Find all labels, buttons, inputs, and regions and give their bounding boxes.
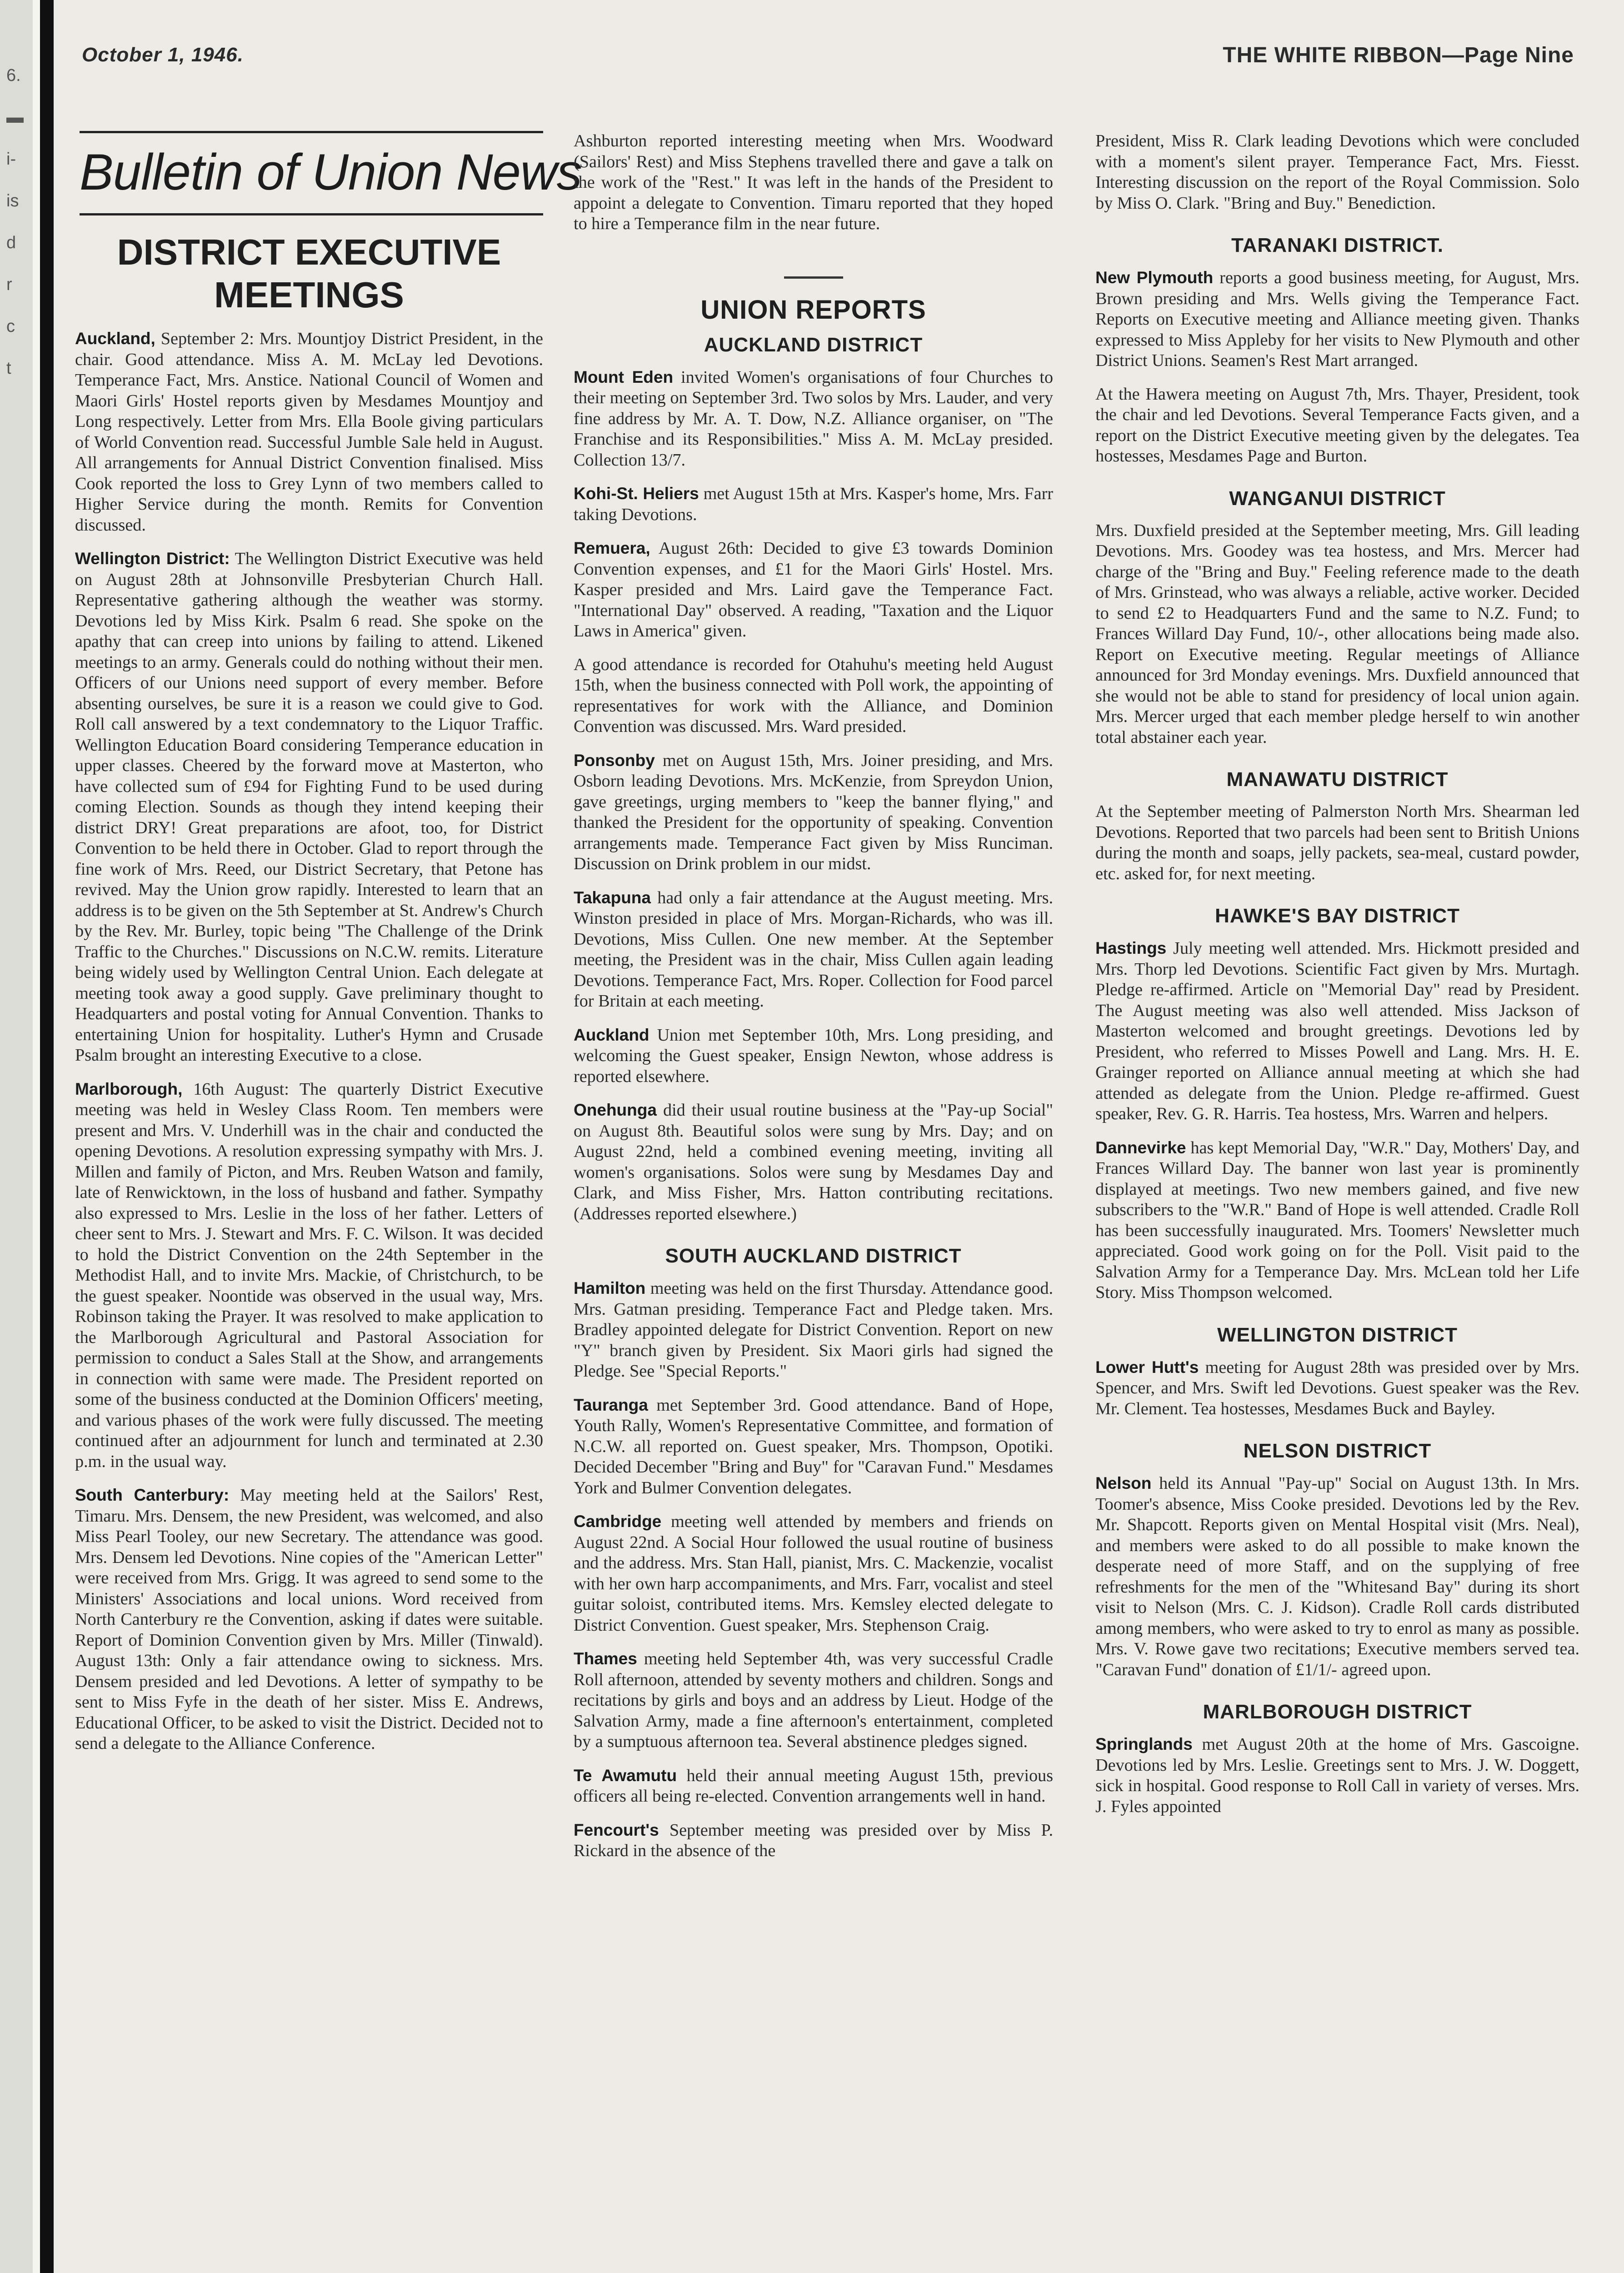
report-paragraph xyxy=(1095,938,1579,1125)
report-text: May meeting held at the Sailors' Rest, Timaru. Mrs. Densem, the new President, was welcomed, and also Miss Pearl Tooley, our new Secretary. The attendance was good. Mrs. Densem led Devotions. Nine copies of the "American Letter" were received from Mrs. Grigg. It was agreed to send some to the Ministers' Associations and local unions. Word received from North Canterbury re the Convention, asking if dates were suitable. Report of Dominion Convention given by Mrs. Miller (Tinwald). August 13th: Only a fair attendance owing to sickness. Mrs. Densem presided and led Devotions. A letter of sympathy to be sent to Miss Fyfe in the death of her sister. Miss E. Andrews, Educational Officer, to be asked to visit the District. Decided not to send a delegate to the Alliance Conference. xyxy=(75,1486,544,1753)
report-text: Mrs. Duxfield presided at the September meeting, Mrs. Gill leading Devotions. Mrs. Goodey was tea hostess, and Mrs. Mercer had charge of the "Bring and Buy." Feeling reference made to the death of Mrs. Grinstead, who was always a reliable, active worker. Decided to send £2 to Headquarters Fund and the same to N.Z. Fund; to Frances Willard Day Fund, 10/-, other allocations being made also. Report on Executive meeting. Regular meetings of Alliance announced for 3rd Monday evenings. Mrs. Duxfield announced that she would not be able to stand for presidency of local union again. Mrs. Mercer urged that each member pledge herself to win another total abstainer each year. xyxy=(1095,521,1579,747)
masthead-page-number: THE WHITE RIBBON—Page Nine xyxy=(1223,43,1574,67)
report-text: reports a good business meeting, for August, Mrs. Brown presiding and Mrs. Wells giving the Temperance Fact. Reports on Executive meeting and Alliance meeting given. Thanks expressed to Miss Appleby for her visits to New Plymouth and other District Unions. Seamen's Rest Mart arranged. xyxy=(1095,268,1579,370)
report-lead-name: Mount Eden xyxy=(574,367,674,386)
report-paragraph xyxy=(574,887,1053,1012)
report-paragraph xyxy=(574,1395,1053,1499)
district-heading: MARLBOROUGH DISTRICT xyxy=(1203,1701,1472,1723)
report-paragraph xyxy=(574,1820,1053,1862)
report-paragraph xyxy=(1095,1734,1579,1817)
report-lead-name: Wellington District: xyxy=(75,549,230,568)
report-paragraph xyxy=(574,538,1053,642)
report-paragraph xyxy=(75,1079,543,1472)
report-paragraph xyxy=(574,750,1053,875)
report-paragraph xyxy=(574,1025,1053,1087)
report-paragraph xyxy=(574,1765,1053,1807)
report-lead-name: Lower Hutt's xyxy=(1095,1357,1199,1377)
report-lead-name: Hastings xyxy=(1095,939,1167,957)
report-lead-name: Takapuna xyxy=(574,888,651,907)
report-lead-name: Te Awamutu xyxy=(574,1766,677,1785)
report-text: meeting was held on the first Thursday. Attendance good. Mrs. Gatman presiding. Temperance Fact and Pledge taken. Mrs. Bradley appointed delegate for District Convention. Report on new "Y" branch given by President. Six Maori girls had signed the Pledge. See "Special Reports." xyxy=(574,1279,1053,1381)
report-paragraph xyxy=(574,1648,1053,1752)
report-text: met August 20th at the home of Mrs. Gascoigne. Devotions led by Mrs. Leslie. Greetings sent to Mrs. J. W. Doggett, sick in hospital. Good response to Roll Call in variety of verses. Mrs. J. Fyles appointed xyxy=(1095,1735,1579,1816)
issue-date: October 1, 1946. xyxy=(82,44,244,66)
report-text: did their usual routine business at the "Pay-up Social" on August 8th. Beautiful solos were sung by Mrs. Day; and on August 22nd, held a combined evening meeting, inviting all women's organisations. Solos were sung by Mesdames Day and Clark, and Miss Fisher, Mrs. Hatton contributing recitations. (Addresses reported elsewhere.) xyxy=(574,1101,1053,1223)
south-auckland-district-heading: SOUTH AUCKLAND DISTRICT xyxy=(665,1245,962,1267)
column-2-intro xyxy=(574,131,1053,235)
district-executive-heading: DISTRICT EXECUTIVE MEETINGS xyxy=(117,232,501,315)
report-text: A good attendance is recorded for Otahuhu's meeting held August 15th, when the business connected with Poll work, the appointing of representatives for work with the Alliance, and Dominion Convention was discussed. Mrs. Ward presided. xyxy=(574,655,1053,736)
report-paragraph xyxy=(75,1485,543,1754)
binding-mark: i- xyxy=(6,150,16,169)
bulletin-title-box xyxy=(80,131,582,215)
report-text: August 26th: Decided to give £3 towards Dominion Convention expenses, and £1 for the Maori Girls' Hostel. Mrs. Kasper presided and Mrs. Laird gave the Temperance Fact. "International Day" observed. A reading, "Taxation and the Liquor Laws in America" given. xyxy=(574,539,1053,641)
binding-mark: ▬ xyxy=(6,108,24,127)
binding-mark: 6. xyxy=(6,66,21,85)
report-lead-name: Springlands xyxy=(1095,1735,1193,1753)
report-paragraph xyxy=(1095,131,1579,214)
report-paragraph xyxy=(1095,384,1579,467)
report-lead-name: Onehunga xyxy=(574,1101,657,1119)
report-lead-name: Ponsonby xyxy=(574,751,655,770)
report-paragraph xyxy=(574,1100,1053,1224)
report-lead-name: Thames xyxy=(574,1649,637,1668)
report-lead-name: Tauranga xyxy=(574,1395,648,1414)
report-lead-name: Dannevirke xyxy=(1095,1138,1186,1157)
report-paragraph xyxy=(574,367,1053,471)
report-text: Union met September 10th, Mrs. Long presiding, and welcoming the Guest speaker, Ensign Newton, whose address is reported elsewhere. xyxy=(574,1025,1053,1086)
report-text: September meeting was presided over by Miss P. Rickard in the absence of the xyxy=(574,1820,1053,1860)
report-paragraph xyxy=(1095,1357,1579,1420)
report-text: meeting well attended by members and friends on August 22nd. A Social Hour followed the usual routine of business and the address. Mrs. Stan Hall, pianist, Mrs. C. Mackenzie, vocalist with her own harp accompaniments, and Mrs. Farr, vocalist and steel guitar soloist, contributed items. Mrs. Kemsley elected delegate to District Convention. Guest speaker, Mrs. Stephenson Craig. xyxy=(574,1512,1053,1635)
report-paragraph xyxy=(574,1511,1053,1636)
report-text: held their annual meeting August 15th, previous officers all being re-elected. Convention arrangements well in hand. xyxy=(574,1766,1054,1806)
report-text: invited Women's organisations of four Churches to their meeting on September 3rd. Two solos by Mrs. Lauder, and very fine address by Mr. A. T. Dow, N.Z. Alliance organiser, on "The Franchise and its Responsibilities." Miss A. M. McLay presided. Collection 13/7. xyxy=(574,367,1053,470)
report-paragraph xyxy=(1095,801,1579,884)
binding-mark: is xyxy=(6,191,19,210)
district-heading: WELLINGTON DISTRICT xyxy=(1217,1323,1458,1346)
report-text: At the September meeting of Palmerston North Mrs. Shearman led Devotions. Reported that two parcels had been sent to British Unions during the month and soaps, jelly packets, sea-meal, custard powder, etc. asked for, for next meeting. xyxy=(1095,802,1579,883)
report-text: meeting for August 28th was presided over by Mrs. Spencer, and Mrs. Swift led Devotions. Guest speaker was the Rev. Mr. Clement. Tea hostesses, Mesdames Buck and Bayley. xyxy=(1095,1357,1580,1418)
section-divider-rule xyxy=(784,276,843,279)
union-reports-heading: UNION REPORTS xyxy=(700,295,926,325)
report-paragraph xyxy=(75,548,543,1066)
auckland-district-heading: AUCKLAND DISTRICT xyxy=(704,333,923,356)
report-paragraph xyxy=(75,328,543,536)
report-lead-name: Auckland xyxy=(574,1025,650,1044)
report-lead-name: South Canterbury: xyxy=(75,1486,230,1504)
report-lead-name: Cambridge xyxy=(574,1512,662,1531)
report-text: 16th August: The quarterly District Executive meeting was held in Wesley Class Room. Ten members were present and Mrs. V. Underhill was in the chair and conducted the opening Devotions. A resolution expressing sympathy with Mrs. J. Millen and family of Picton, and Mrs. Reuben Watson and family, late of Renwicktown, in the loss of husband and father. Sympathy also expressed to Mrs. Leslie in the loss of her father. Letters of cheer sent to Mrs. J. Stewart and Mrs. F. C. Wilson. It was decided to hold the District Convention on the 24th September in the Methodist Hall, and to invite Mrs. Mackie, of Christchurch, to be the guest speaker. Noontide was observed in the usual way, Mrs. Robinson taking the Prayer. It was resolved to make application to the Marlborough Agricultural and Pastoral Association for permission to conduct a Sales Stall at the Show, and arrangements in connection with same were made. The President reported on some of the business conducted at the Dominion Officers' meeting, and various phases of the work were fully discussed. The meeting continued after an adjournment for lunch and terminated at 2.30 p.m. in the usual way. xyxy=(75,1079,543,1471)
report-lead-name: Kohi-St. Heliers xyxy=(574,484,699,503)
column-3 xyxy=(1095,131,1579,1830)
report-text: At the Hawera meeting on August 7th, Mrs. Thayer, President, took the chair and led Devotions. Several Temperance Facts given, and a report on the District Executive meeting given by the delegates. Tea hostesses, Mesdames Page and Burton. xyxy=(1095,384,1579,466)
report-lead-name: Nelson xyxy=(1095,1474,1152,1492)
report-text: had only a fair attendance at the August meeting. Mrs. Winston presided in place of Mrs. Morgan-Richards, who was ill. Devotions, Miss Cullen. One new member. At the September meeting, the President was in the chair, Miss Cullen again leading Devotions. Temperance Fact, Mrs. Roper. Collection for Food parcel for Britain at each meeting. xyxy=(574,888,1053,1011)
binding-marks xyxy=(6,55,27,389)
report-text: met on August 15th, Mrs. Joiner presiding, and Mrs. Osborn leading Devotions. Mrs. McKenzie, from Spreydon Union, gave greetings, urging members to "keep the banner flying," and thanked the President for the opportunity of speaking. Convention arrangements made. Temperance Fact given by Miss Runciman. Discussion on Drink problem in our midst. xyxy=(574,751,1053,873)
south-auckland-district-reports xyxy=(574,1278,1053,1862)
report-text: Ashburton reported interesting meeting when Mrs. Woodward (Sailors' Rest) and Miss Stephens travelled there and gave a talk on the work of the "Rest." It was left in the hands of the President to appoint a delegate to Convention. Timaru reported that they hoped to hire a Temperance film in the near future. xyxy=(574,131,1053,233)
binding-mark: t xyxy=(6,359,11,378)
binding-mark: d xyxy=(6,233,16,252)
report-lead-name: New Plymouth xyxy=(1095,268,1214,287)
report-paragraph xyxy=(574,655,1053,737)
column-1-body xyxy=(75,328,543,1754)
report-paragraph xyxy=(1095,267,1579,371)
report-paragraph xyxy=(574,1278,1053,1382)
report-paragraph xyxy=(574,483,1053,525)
report-paragraph xyxy=(1095,1473,1579,1680)
report-lead-name: Fencourt's xyxy=(574,1820,659,1839)
report-text: meeting held September 4th, was very successful Cradle Roll afternoon, attended by seventy mothers and children. Songs and recitations by girls and boys and an address by Lieut. Hodge of the Salvation Army, made a fine afternoon's entertainment, completed by a sumptuous afternoon tea. Several abstinence pledges signed. xyxy=(574,1649,1053,1751)
report-paragraph xyxy=(574,131,1053,235)
auckland-district-reports xyxy=(574,367,1053,1225)
district-heading: WANGANUI DISTRICT xyxy=(1229,487,1446,510)
column-1 xyxy=(75,131,582,1767)
report-text: met August 15th at Mrs. Kasper's home, Mrs. Farr taking Devotions. xyxy=(574,484,1053,524)
district-heading: HAWKE'S BAY DISTRICT xyxy=(1215,905,1460,927)
district-heading: NELSON DISTRICT xyxy=(1243,1440,1432,1462)
report-lead-name: Marlborough, xyxy=(75,1079,183,1098)
report-paragraph xyxy=(1095,521,1579,748)
district-heading: MANAWATU DISTRICT xyxy=(1226,768,1449,791)
report-text: September 2: Mrs. Mountjoy District President, in the chair. Good attendance. Miss A. M. McLay led Devotions. Temperance Fact, Mrs. Anstice. National Council of Women and Maori Girls' Hostel reports given by Mesdames Mountjoy and Long respectively. Letter from Mrs. Ella Boole giving particulars of World Convention read. Successful Jumble Sale held in August. All arrangements for Annual District Convention finalised. Miss Cook reported the loss to Grey Lynn of two members called to Higher Service during the month. Remits for Convention discussed. xyxy=(75,329,543,535)
report-paragraph xyxy=(1095,1137,1579,1303)
column-2 xyxy=(574,131,1053,1874)
column-3-intro xyxy=(1095,131,1579,214)
report-lead-name: Hamilton xyxy=(574,1279,646,1297)
district-heading: TARANAKI DISTRICT. xyxy=(1231,234,1444,256)
report-text: met September 3rd. Good attendance. Band of Hope, Youth Rally, Women's Representative Committee, and formation of N.C.W. all reported on. Guest speaker, Mrs. Thompson, Opotiki. Decided December "Bring and Buy" for "Caravan Fund." Mesdames York and Bulmer Convention delegates. xyxy=(574,1395,1053,1497)
report-text: The Wellington District Executive was held on August 28th at Johnsonville Presbyterian Church Hall. Representative gathering although the weather was stormy. Devotions led by Miss Kirk. Psalm 6 read. She spoke on the apathy that can creep into unions by failing to attend. Likened meetings to an army. Generals could do nothing without their men. Officers of our Unions need support of every member. Before absenting ourselves, be sure it is a reason we could give to God. Roll call answered by a text condemnatory to the Liquor Traffic. Wellington Education Board considering Temperance education in upper classes. Cheered by the forward move at Masterton, who have collected sum of £94 for Fighting Fund to be used during coming Election. Sounds as though they intend keeping their district DRY! Great preparations are afoot, too, for District Convention to be held there in October. Glad to report through the fine work of Mrs. Reed, our District Secretary, that Petone has revived. May the Union grow rapidly. Interested to learn that an address is to be given on the 5th September at St. Andrew's Church by the Rev. Mr. Burley, topic being "The Challenge of the Drink Traffic to the Churches." Discussions on N.C.W. remits. Literature being widely used by Wellington Central Union. Each delegate at meeting took away a good supply. Gave preliminary thought to Headquarters and postal voting for Annual Convention. Thanks to entertaining Union for hospitality. Luther's Hymn and Crusade Psalm brought an interesting Executive to a close. xyxy=(75,549,543,1065)
report-text: July meeting well attended. Mrs. Hickmott presided and Mrs. Thorp led Devotions. Scientific Fact given by Mrs. Murtagh. Pledge re-affirmed. Article on "Memorial Day" read by President. The August meeting was also well attended. Miss Jackson of Masterton welcomed and brought greetings. Devotions led by President, who referred to Misses Powell and Lang. Mrs. H. E. Grainger reported on Alliance annual meeting at which she had attended as delegate from the Union. Pledge re-affirmed. Guest speaker, Rev. G. R. Harris. Tea hostess, Mrs. Warren and helpers. xyxy=(1095,939,1579,1123)
report-lead-name: Remuera, xyxy=(574,539,650,557)
binding-mark: c xyxy=(6,317,15,336)
binding-mark: r xyxy=(6,275,12,294)
report-text: has kept Memorial Day, "W.R." Day, Mothers' Day, and Frances Willard Day. The banner won last year is prominently displayed at meetings. Two new members gained, and five new subscribers to the "W.R." Band of Hope is well attended. Cradle Roll has been successfully inaugurated. Mrs. Toomers' Newsletter much appreciated. Good work going on for the Poll. Visit paid to the Salvation Army for a Temperance Day. Mrs. McLean told her Life Story. Miss Thompson welcomed. xyxy=(1095,1138,1579,1302)
bulletin-title: Bulletin of Union News xyxy=(80,144,582,200)
report-lead-name: Auckland, xyxy=(75,329,155,348)
report-text: held its Annual "Pay-up" Social on August 13th. In Mrs. Toomer's absence, Miss Cooke presided. Devotions led by the Rev. Mr. Shapcott. Reports given on Mental Hospital visit (Mrs. Neal), and members were asked to do all possible to make known the desperate need of more Staff, and on the supplying of free refreshments for the men of the "Whitesand Bay" during its short visit to Nelson (Mrs. C. J. Kidson). Cradle Roll cards distributed among members, who were asked to try to enrol as many as possible. Mrs. V. Rowe gave two recitations; Executive members served tea. "Caravan Fund" donation of £1/1/- agreed upon. xyxy=(1095,1474,1579,1679)
column-3-sections xyxy=(1095,234,1579,1817)
report-text: President, Miss R. Clark leading Devotions which were concluded with a moment's silent prayer. Temperance Fact, Mrs. Fiesst. Interesting discussion on the report of the Royal Commission. Solo by Miss O. Clark. "Bring and Buy." Benediction. xyxy=(1095,131,1579,213)
